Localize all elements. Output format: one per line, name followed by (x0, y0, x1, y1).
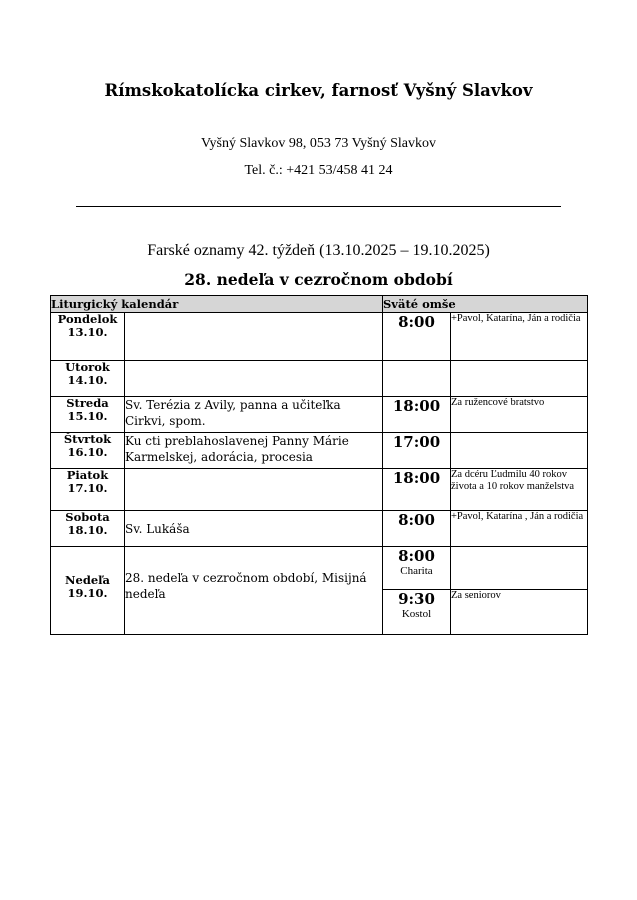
liturgical-note (125, 361, 383, 397)
day-date: 18.10. (67, 523, 108, 537)
column-header-masses: Sväté omše (383, 296, 588, 313)
day-cell (51, 547, 125, 635)
mass-time (383, 361, 451, 397)
mass-place: Charita (400, 565, 433, 577)
table-row (51, 469, 588, 511)
mass-time: 9:30 (398, 590, 435, 608)
sunday-title: 28. nedeľa v cezročnom období (184, 270, 453, 289)
page-title: Rímskokatolícka cirkev, farnosť Vyšný Slavkov (104, 81, 533, 100)
mass-time: 18:00 (383, 397, 451, 433)
day-cell (51, 397, 125, 433)
mass-intention (451, 361, 588, 397)
mass-intention: +Pavol, Katarína , Ján a rodičia (451, 511, 588, 547)
liturgical-note (125, 469, 383, 511)
header-divider (76, 206, 561, 207)
day-cell (51, 313, 125, 361)
liturgical-note (125, 313, 383, 361)
day-cell (51, 433, 125, 469)
day-date: 19.10. (67, 585, 108, 600)
table-row (51, 433, 588, 469)
day-name: Utorok (65, 360, 110, 374)
liturgical-note: Ku cti preblahoslavenej Panny Márie Karmelskej, adorácia, procesia (125, 433, 383, 469)
day-name: Štvrtok (63, 432, 112, 446)
day-name: Streda (66, 396, 109, 410)
mass-time: 17:00 (383, 433, 451, 469)
mass-intention (451, 547, 588, 590)
parish-phone: Tel. č.: +421 53/458 41 24 (244, 163, 393, 178)
day-cell (51, 361, 125, 397)
day-cell (51, 469, 125, 511)
schedule-table (50, 295, 588, 635)
mass-intention: +Pavol, Katarína, Ján a rodičia (451, 313, 588, 361)
parish-address: Vyšný Slavkov 98, 053 73 Vyšný Slavkov (200, 136, 437, 151)
day-name: Pondelok (57, 312, 118, 326)
day-date: 15.10. (67, 409, 108, 423)
liturgical-note: 28. nedeľa v cezročnom období, Misijná nedeľa (125, 547, 383, 635)
day-name: Sobota (65, 510, 110, 524)
mass-time: 8:00 (383, 313, 451, 361)
mass-place: Kostol (401, 608, 432, 620)
table-row (51, 547, 588, 590)
mass-time-cell (383, 547, 451, 590)
mass-time: 18:00 (383, 469, 451, 511)
day-date: 17.10. (67, 481, 108, 495)
liturgical-note: Sv. Terézia z Avily, panna a učiteľka Cirkvi, spom. (125, 397, 383, 433)
day-cell (51, 511, 125, 547)
day-date: 14.10. (67, 373, 108, 387)
table-row (51, 397, 588, 433)
mass-time-cell (383, 590, 451, 635)
day-name: Piatok (66, 468, 109, 482)
notices-title: Farské oznamy 42. týždeň (13.10.2025 – 19.10.2025) (147, 242, 490, 259)
table-row (51, 313, 588, 361)
mass-intention: Za seniorov (451, 590, 588, 635)
table-row (51, 511, 588, 547)
column-header-calendar: Liturgický kalendár (51, 296, 383, 313)
mass-time: 8:00 (398, 547, 435, 565)
day-name: Nedeľa (64, 572, 110, 587)
day-date: 13.10. (67, 325, 108, 339)
mass-intention: Za ružencové bratstvo (451, 397, 588, 433)
table-row (51, 361, 588, 397)
table-header-row (51, 296, 588, 313)
mass-intention (451, 433, 588, 469)
mass-time: 8:00 (383, 511, 451, 547)
mass-intention: Za dcéru Ľudmilu 40 rokov života a 10 rokov manželstva (451, 469, 588, 511)
day-date: 16.10. (67, 445, 108, 459)
liturgical-note: Sv. Lukáša (125, 511, 383, 547)
